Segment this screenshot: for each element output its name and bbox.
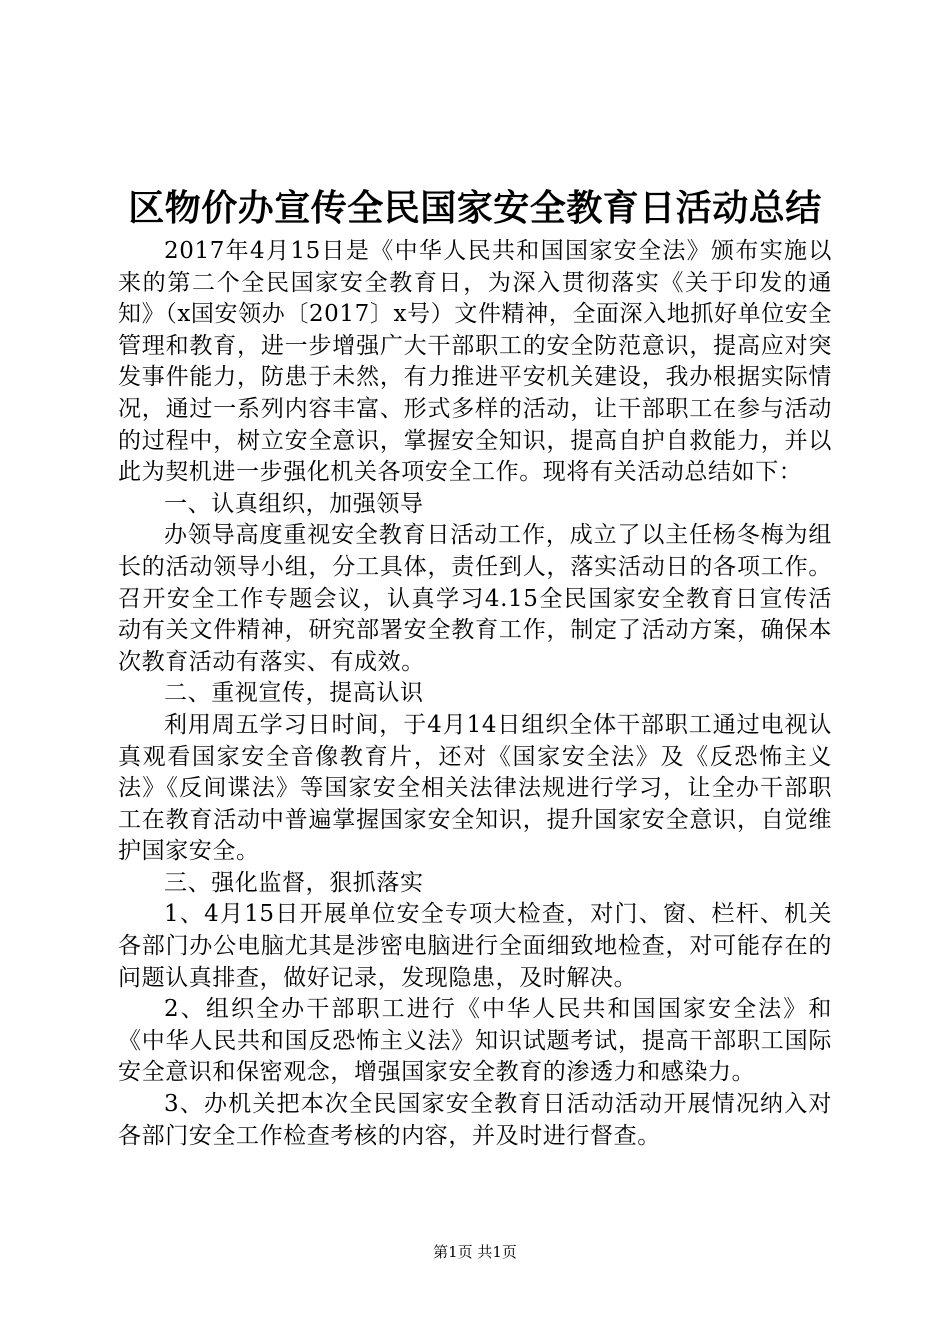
list-item-3: 3、办机关把本次全民国家安全教育日活动活动开展情况纳入对各部门安全工作检查考核的内容，并及时进行督查。 <box>118 1091 832 1149</box>
document-body <box>118 236 832 1152</box>
document-title: 区物价办宣传全民国家安全教育日活动总结 <box>128 188 822 229</box>
page-number-footer: 第1页 共1页 <box>433 1243 517 1261</box>
section-heading-3: 三、强化监督，狠抓落实 <box>164 869 424 896</box>
section-paragraph-1: 办领导高度重视安全教育日活动工作，成立了以主任杨冬梅为组长的活动领导小组，分工具体，责任到人，落实活动日的各项工作。召开安全工作专题会议，认真学习4.15全民国家安全教育日宣传活动有关文件精神，研究部署安全教育工作，制定了活动方案，确保本次教育活动有落实、有成效。 <box>118 522 832 675</box>
section-heading-1: 一、认真组织，加强领导 <box>164 490 424 517</box>
list-item-2: 2、组织全办干部职工进行《中华人民共和国国家安全法》和《中华人民共和国反恐怖主义法》知识试题考试，提高干部职工国际安全意识和保密观念，增强国家安全教育的渗透力和感染力。 <box>118 996 832 1086</box>
intro-paragraph: 2017年4月15日是《中华人民共和国国家安全法》颁布实施以来的第二个全民国家安全教育日，为深入贯彻落实《关于印发的通知》（x国安领办〔2017〕x号）文件精神，全面深入地抓好单位安全管理和教育，进一步增强广大干部职工的安全防范意识，提高应对突发事件能力，防患于未然，有力推进平安机关建设，我办根据实际情况，通过一系列内容丰富、形式多样的活动，让干部职工在参与活动的过程中，树立安全意识，掌握安全知识，提高自护自救能力，并以此为契机进一步强化机关各项安全工作。现将有关活动总结如下： <box>118 238 832 486</box>
list-item-1: 1、4月15日开展单位安全专项大检查，对门、窗、栏杆、机关各部门办公电脑尤其是涉密电脑进行全面细致地检查，对可能存在的问题认真排查，做好记录，发现隐患，及时解决。 <box>118 901 832 991</box>
section-paragraph-2: 利用周五学习日时间，于4月14日组织全体干部职工通过电视认真观看国家安全音像教育片，还对《国家安全法》及《反恐怖主义法》《反间谍法》等国家安全相关法律法规进行学习，让全办干部职工在教育活动中普遍掌握国家安全知识，提升国家安全意识，自觉维护国家安全。 <box>118 711 832 865</box>
section-heading-2: 二、重视宣传，提高认识 <box>164 680 424 707</box>
